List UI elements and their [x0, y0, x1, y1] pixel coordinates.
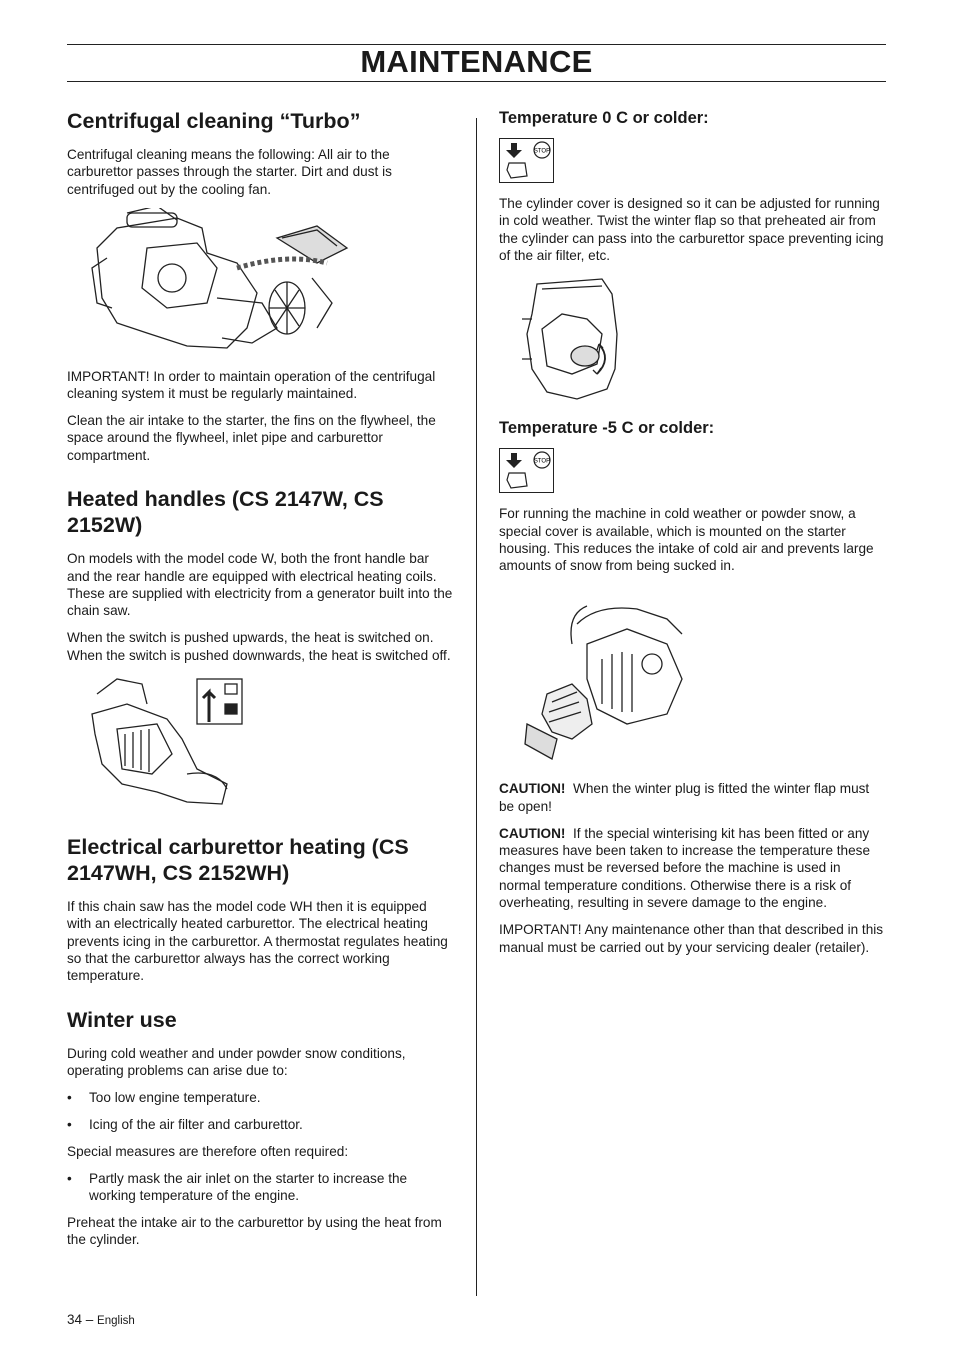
winter-paragraph-1: During cold weather and under powder snow conditions, operating problems can arise due to:: [67, 1045, 406, 1079]
list-item: • Partly mask the air inlet on the starter to increase the working temperature of the engine.: [67, 1170, 453, 1205]
winter-bullets-2: [67, 1170, 453, 1205]
caution-1-paragraph: [499, 780, 885, 815]
page-number: 34 –: [67, 1312, 94, 1327]
stop-label: STOP: [533, 148, 551, 155]
right-column: [499, 108, 885, 965]
winter-use-heading: Winter use: [67, 1007, 177, 1032]
left-column: [67, 108, 453, 1258]
stop-engine-symbol: [499, 138, 554, 183]
winter-cover-illustration: [517, 584, 692, 764]
heated-handles-heading: Heated handles (CS 2147W, CS 2152W): [67, 487, 384, 538]
centrifugal-paragraph-3: Clean the air intake to the starter, the fins on the flywheel, the space around the flywheel, inlet pipe and carburettor compartment.: [67, 413, 436, 463]
temp-0-heading: Temperature 0 C or colder:: [499, 109, 709, 127]
page-footer: [67, 1312, 135, 1327]
winter-bullets-1: [67, 1089, 453, 1133]
centrifugal-paragraph-1: Centrifugal cleaning means the following: All air to the carburettor passes through the starter. Dirt and dust is centrifuged out by the cooling fan.: [67, 147, 392, 197]
important-paragraph: IMPORTANT! Any maintenance other than that described in this manual must be carried out by your servicing dealer (retailer).: [499, 922, 884, 955]
caution-2-label: CAUTION!: [499, 825, 566, 841]
temp-0-paragraph: The cylinder cover is designed so it can be adjusted for running in cold weather. Twist the winter flap so that preheated air from the cylinder can pass into the carburettor space preventing icing of the air filter, etc.: [499, 196, 884, 264]
caution-1-text: When the winter plug is fitted the winter flap must be open!: [499, 781, 870, 814]
list-item: • Icing of the air filter and carburettor.: [67, 1116, 453, 1133]
footer-language: English: [97, 1315, 135, 1327]
heated-handles-switch-illustration: [87, 674, 257, 814]
header-rule-bottom: [67, 81, 886, 82]
centrifugal-cleaning-illustration: [87, 208, 367, 358]
column-divider: [476, 118, 477, 1296]
winter-paragraph-3: Preheat the intake air to the carburettor by using the heat from the cylinder.: [67, 1215, 442, 1248]
heated-paragraph-2: When the switch is pushed upwards, the heat is switched on. When the switch is pushed downwards, the heat is switched off.: [67, 630, 451, 663]
caution-2-paragraph: [499, 825, 885, 912]
centrifugal-heading: Centrifugal cleaning “Turbo”: [67, 109, 361, 133]
centrifugal-paragraph-2: IMPORTANT! In order to maintain operation of the centrifugal cleaning system it must be regularly maintained.: [67, 368, 436, 402]
list-item: • Too low engine temperature.: [67, 1089, 453, 1106]
stop-label: STOP: [533, 458, 551, 465]
electrical-heating-heading: Electrical carburettor heating (CS 2147WH, CS 2152WH): [67, 834, 409, 885]
winter-paragraph-2: Special measures are therefore often required:: [67, 1143, 349, 1159]
heated-paragraph-1: On models with the model code W, both the front handle bar and the rear handle are equipped with electrical heating coils. These are supplied with electricity from a generator built into the chain saw.: [67, 551, 453, 619]
electrical-paragraph-1: If this chain saw has the model code WH then it is equipped with an electrically heated carburettor. The electrical heating prevents icing in the carburettor. A thermostat regulates heating so that the carburettor always has the correct working temperature.: [67, 898, 448, 984]
caution-2-text: If the special winterising kit has been fitted or any measures have been taken to increase the temperature these changes must be reversed before the machine is used in normal temperature conditions. Otherwise there is a risk of overheating, resulting in severe damage to the engine.: [499, 825, 871, 911]
caution-1-label: CAUTION!: [499, 781, 566, 797]
temp-minus5-heading: Temperature -5 C or colder:: [499, 419, 715, 438]
winter-flap-illustration: [517, 274, 637, 404]
stop-engine-symbol-2: [499, 448, 554, 493]
temp-minus5-paragraph: For running the machine in cold weather or powder snow, a special cover is available, which is mounted on the starter housing. This reduces the intake of cold air and prevents large amounts of snow from being sucked in.: [499, 506, 874, 574]
page-title: MAINTENANCE: [360, 44, 593, 79]
